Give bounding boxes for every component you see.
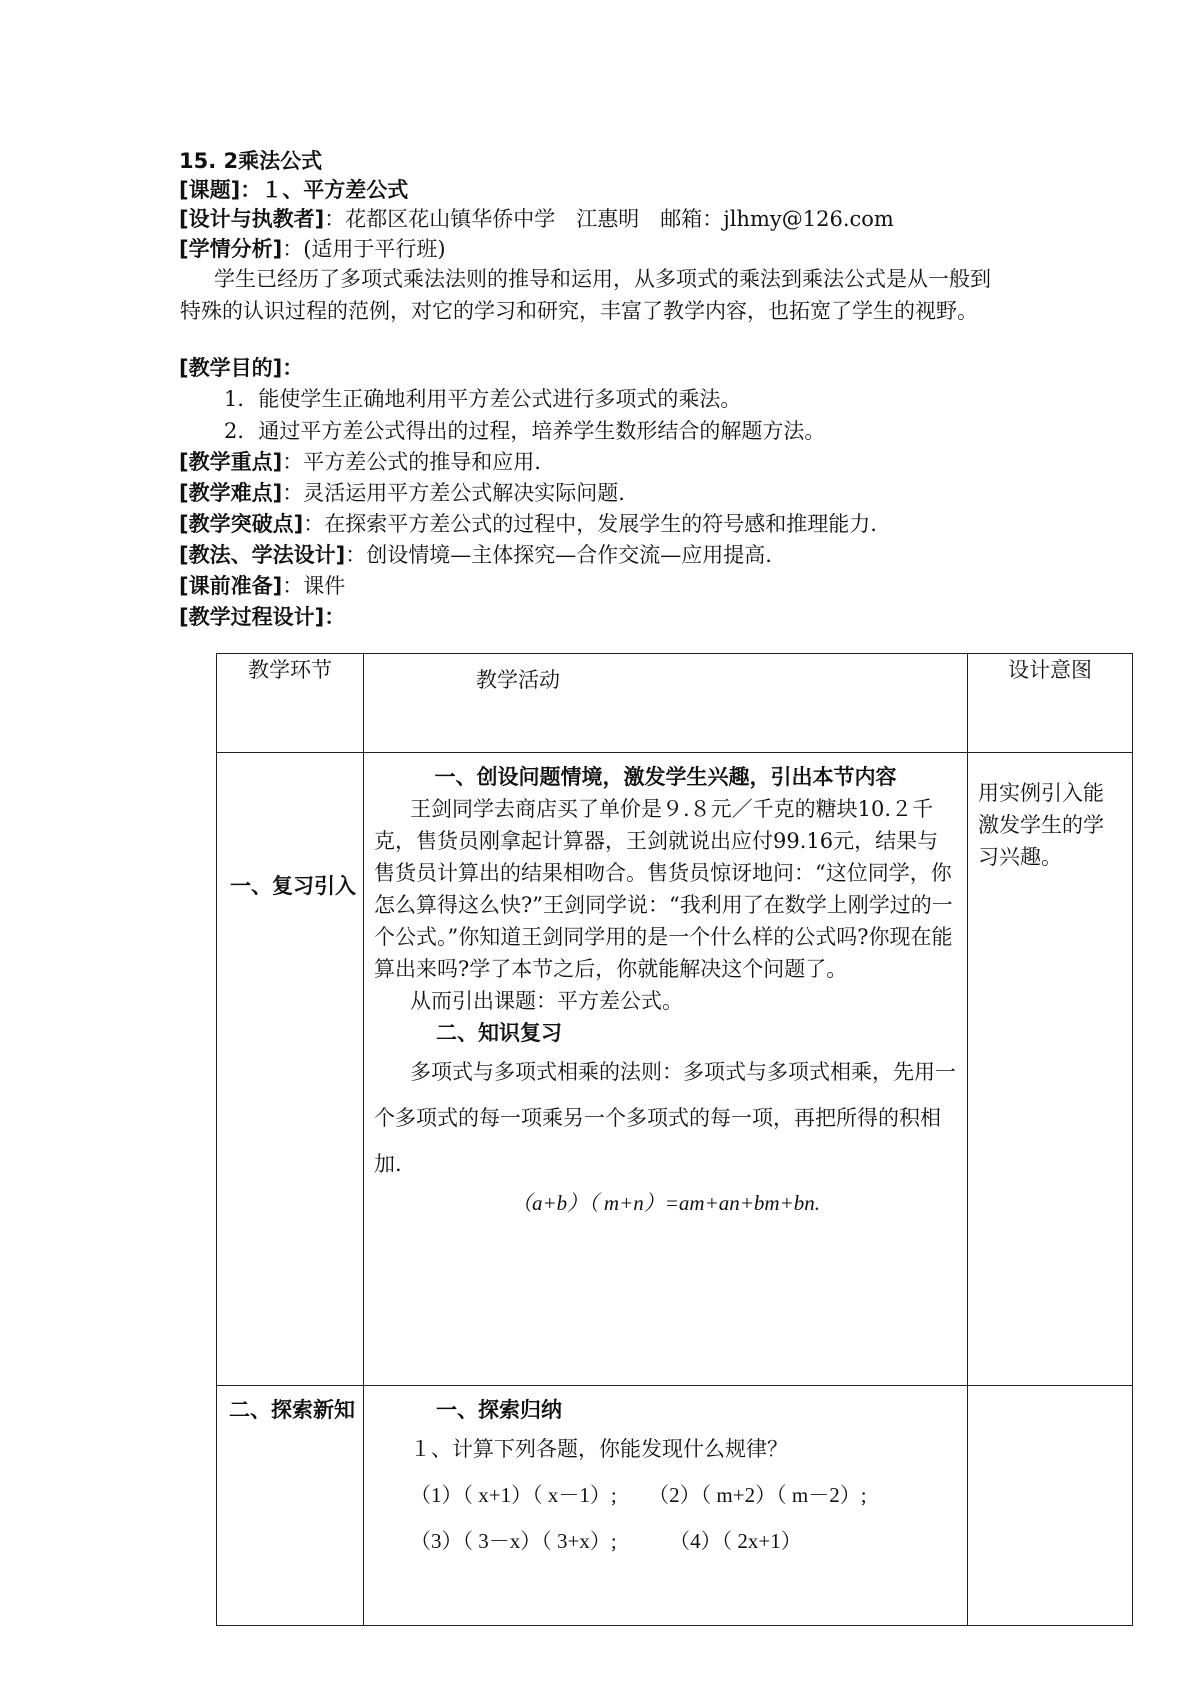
question-text: １、计算下列各题，你能发现什么规律？ — [410, 1437, 788, 1461]
breakthrough-line: [教学突破点]：在探索平方差公式的过程中，发展学生的符号感和推理能力. — [179, 512, 877, 536]
section-title: 15. 2乘法公式 — [179, 149, 323, 173]
header-intent: 设计意图 — [968, 654, 1133, 753]
intent-explore — [968, 1386, 1133, 1626]
activity-subheading: 二、知识复习 — [436, 1021, 562, 1045]
objective-item: 2．通过平方差公式得出的过程，培养学生数形结合的解题方法。 — [224, 419, 826, 443]
analysis-label: [学情分析] — [179, 237, 283, 261]
analysis-value: ：(适用于平行班) — [282, 237, 446, 261]
activity-explore — [364, 1386, 968, 1626]
activity-heading: 一、创设问题情境，激发学生兴趣，引出本节内容 — [434, 765, 897, 789]
teaching-process-table — [216, 653, 1133, 1626]
stage-review: 一、复习引入 — [217, 753, 364, 1386]
formula-text: （a+b）（ m+n）=am+an+bm+bn. — [510, 1191, 821, 1215]
prep-line: [课前准备]：课件 — [179, 574, 346, 598]
exercise-items: （3）（ 3－x）（ 3+x）; （4）（ 2x+1） — [410, 1529, 802, 1553]
lesson-value: ：１、平方差公式 — [240, 178, 409, 202]
table-row — [217, 753, 1133, 1386]
designer-value: ：花都区花山镇华侨中学 江惠明 邮箱：jlhmy@126.com — [324, 207, 894, 231]
story-text: 王剑同学去商店买了单价是９.８元／千克的糖块10.２千克，售货员刚拿起计算器，王剑就说出应付99.16元，结果与售货员计算出的结果相吻合。售货员惊讶地问：“这位同学，你怎么算得这么快?”王剑同学说：“我利用了在数学上刚学过的一个公式。”你知道王剑同学用的是一个什么样的公式吗?你现在能算出来吗?学了本节之后，你就能解决这个问题了。 — [374, 797, 953, 981]
intent-review: 用实例引入能激发学生的学习兴趣。 — [968, 753, 1133, 1386]
key-point-line: [教学重点]：平方差公式的推导和应用. — [179, 450, 541, 474]
table-header-row — [217, 654, 1133, 753]
explore-heading: 一、探索归纳 — [436, 1398, 562, 1422]
exercise-items: （1）（ x+1）（ x－1）; （2）（ m+2）（ m－2）; — [410, 1483, 867, 1507]
analysis-line — [179, 234, 446, 264]
rule-text: 多项式与多项式相乘的法则：多项式与多项式相乘，先用一个多项式的每一项乘另一个多项式的每一项，再把所得的积相加. — [374, 1060, 956, 1176]
header-stage: 教学环节 — [217, 654, 364, 753]
designer-label: [设计与执教者] — [179, 207, 325, 231]
lead-text: 从而引出课题：平方差公式。 — [410, 989, 683, 1013]
objective-item: 1．能使学生正确地利用平方差公式进行多项式的乘法。 — [224, 387, 742, 411]
stage-explore: 二、探索新知 — [217, 1386, 364, 1626]
header-activity: 教学活动 — [364, 654, 968, 753]
method-line: [教法、学法设计]：创设情境—主体探究—合作交流—应用提高. — [179, 543, 772, 567]
process-label: [教学过程设计]： — [179, 605, 346, 629]
activity-review — [364, 753, 968, 1386]
analysis-text: 学生已经历了多项式乘法法则的推导和运用，从多项式的乘法到乘法公式是从一般到特殊的认识过程的范例，对它的学习和研究，丰富了教学内容，也拓宽了学生的视野。 — [180, 267, 991, 323]
difficulty-line: [教学难点]：灵活运用平方差公式解决实际问题. — [179, 481, 625, 505]
table-row — [217, 1386, 1133, 1626]
lesson-line — [179, 175, 408, 205]
objectives-label: [教学目的]： — [179, 356, 304, 380]
lesson-label: [课题] — [179, 178, 241, 202]
designer-line — [179, 204, 894, 234]
